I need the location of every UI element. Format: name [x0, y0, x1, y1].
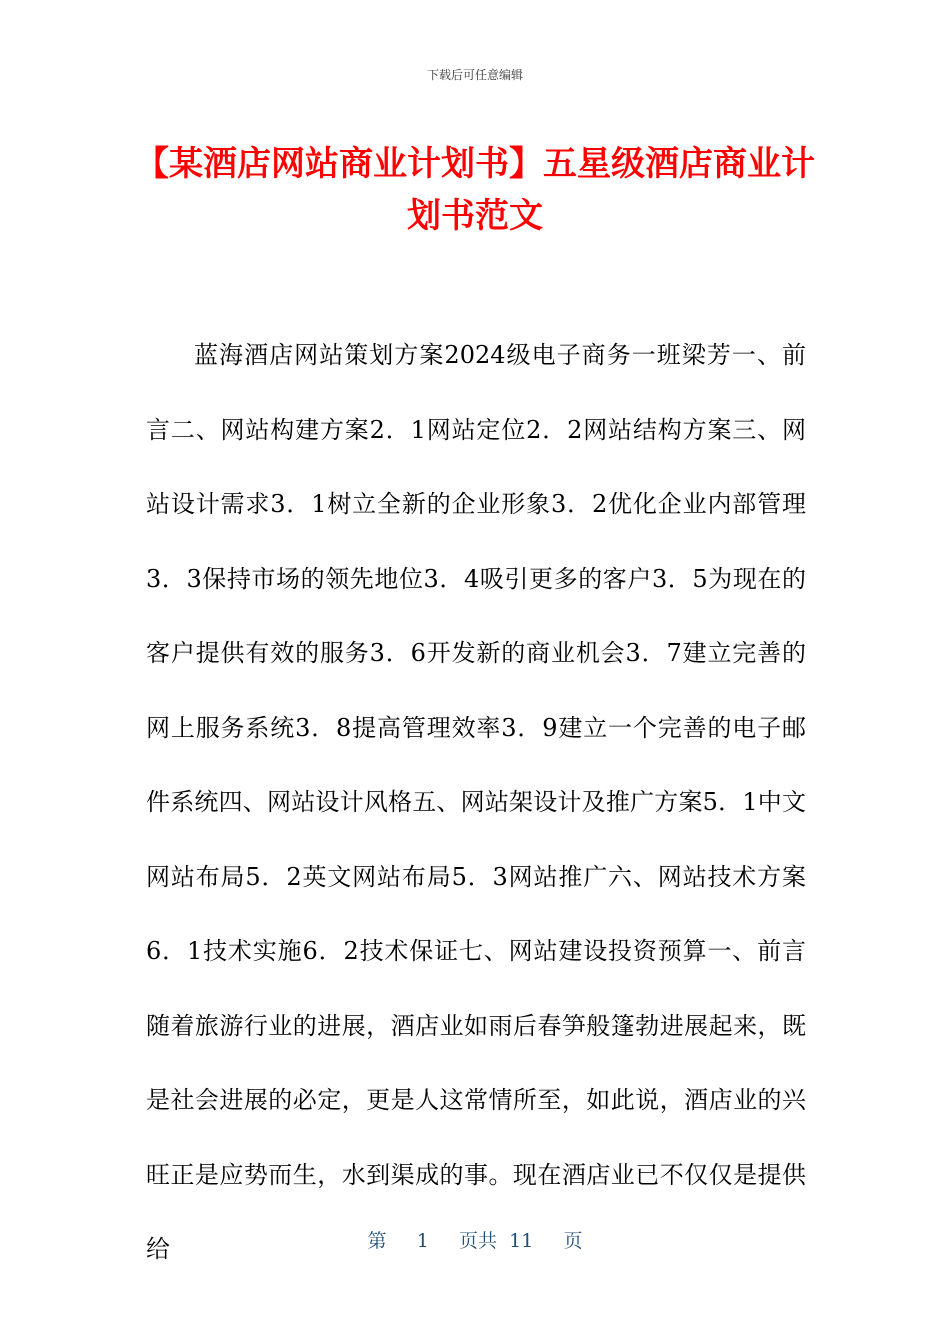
header-note: 下载后可任意编辑 — [426, 68, 523, 82]
footer-page-total: 11 — [509, 1230, 534, 1252]
page-footer — [0, 1226, 950, 1253]
footer-page-current: 1 — [416, 1230, 429, 1252]
document-body: 蓝海酒店网站策划方案2024级电子商务一班梁芳一、前言二、网站构建方案2．1网站定位2．2网站结构方案三、网站设计需求3．1树立全新的企业形象3．2优化企业内部管理3．3保持市场的领先地位3．4吸引更多的客户3．5为现在的客户提供有效的服务3．6开发新的商业机会3．7建立完善的网上服务系统3．8提高管理效率3．9建立一个完善的电子邮件系统四、网站设计风格五、网站架设计及推广方案5．1中文网站布局5．2英文网站布局5．3网站推广六、网站技术方案6．1技术实施6．2技术保证七、网站建设投资预算一、前言随着旅游行业的进展，酒店业如雨后春笋般篷勃进展起来，既是社会进展的必定，更是人这常情所至，如此说，酒店业的兴旺正是应势而生，水到渠成的事。现在酒店业已不仅仅是提供给 — [146, 341, 806, 1263]
document-title: 【某酒店网站商业计划书】五星级酒店商业计划书范文 — [135, 144, 815, 236]
footer-page-suffix: 页 — [563, 1230, 583, 1252]
footer-page-mid: 页共 — [459, 1230, 498, 1252]
footer-page-prefix: 第 — [367, 1230, 387, 1252]
